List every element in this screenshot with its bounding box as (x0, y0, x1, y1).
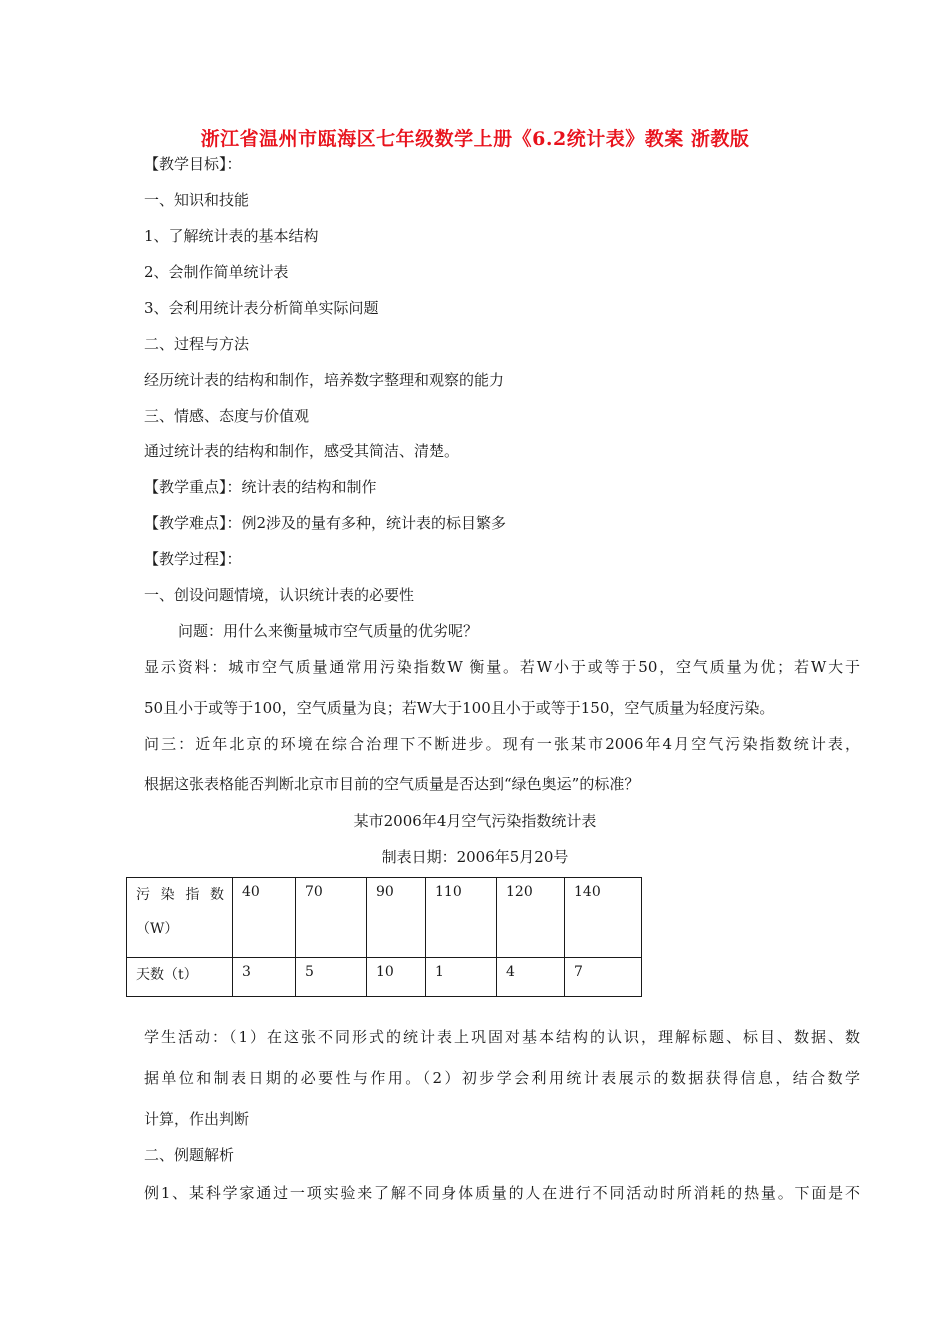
question-3-line-1: 问三：近年北京的环境在综合治理下不断进步。现有一张某市2006年4月空气污染指数统计表， (144, 735, 860, 753)
teaching-process-heading: 【教学过程】： (144, 550, 242, 568)
difficulty: 【教学难点】：例2涉及的量有多种，统计表的标目繁多 (144, 514, 507, 532)
table-cell: 7 (565, 958, 642, 997)
question-text: 问题：用什么来衡量城市空气质量的优劣呢？ (178, 622, 479, 640)
question-3-line-2: 根据这张表格能否判断北京市目前的空气质量是否达到“绿色奥运”的标准？ (144, 775, 640, 793)
goals-heading: 【教学目标】： (144, 155, 242, 173)
emotion-text: 通过统计表的结构和制作，感受其简洁、清楚。 (144, 442, 460, 460)
activity-line-1: 学生活动：（1）在这张不同形式的统计表上巩固对基本结构的认识，理解标题、标目、数据、数 (144, 1028, 860, 1046)
key-point: 【教学重点】：统计表的结构和制作 (144, 478, 377, 496)
table-cell: 1 (426, 958, 497, 997)
process-method-heading: 二、过程与方法 (144, 335, 250, 353)
table-cell: 90 (367, 878, 426, 958)
table-cell: 140 (565, 878, 642, 958)
material-line-1: 显示资料：城市空气质量通常用污染指数W 衡量。若W小于或等于50，空气质量为优；若W大于 (144, 658, 860, 676)
table-row (127, 958, 642, 997)
table-cell: 5 (296, 958, 367, 997)
knowledge-heading: 一、知识和技能 (144, 191, 250, 209)
section-2-heading: 二、例题解析 (144, 1146, 235, 1164)
table-cell: 40 (233, 878, 296, 958)
pollution-table (126, 877, 642, 997)
table-title: 某市2006年4月空气污染指数统计表 (353, 812, 597, 830)
example-1-text: 例1、某科学家通过一项实验来了解不同身体质量的人在进行不同活动时所消耗的热量。下面是不 (144, 1184, 860, 1202)
table-cell: 10 (367, 958, 426, 997)
material-line-2: 50且小于或等于100，空气质量为良；若W大于100且小于或等于150，空气质量为轻度污染。 (144, 699, 775, 717)
knowledge-item-3: 3、会利用统计表分析简单实际问题 (144, 299, 379, 317)
section-1-heading: 一、创设问题情境，认识统计表的必要性 (144, 586, 415, 604)
pollution-index-label: 污染指数 (136, 887, 226, 903)
table-header-cell (127, 878, 233, 958)
table-cell: 3 (233, 958, 296, 997)
table-cell: 110 (426, 878, 497, 958)
table-cell: 4 (497, 958, 565, 997)
pollution-index-unit: （W） (136, 921, 179, 937)
table-cell: 70 (296, 878, 367, 958)
knowledge-item-1: 1、了解统计表的基本结构 (144, 227, 319, 245)
table-row (127, 878, 642, 958)
knowledge-item-2: 2、会制作简单统计表 (144, 263, 289, 281)
days-label: 天数（t） (127, 958, 233, 997)
table-cell: 120 (497, 878, 565, 958)
activity-line-3: 计算，作出判断 (144, 1110, 250, 1128)
table-date: 制表日期：2006年5月20号 (381, 848, 569, 866)
process-method-text: 经历统计表的结构和制作，培养数字整理和观察的能力 (144, 371, 505, 389)
activity-line-2: 据单位和制表日期的必要性与作用。（2）初步学会利用统计表展示的数据获得信息，结合数学 (144, 1069, 860, 1087)
document-title: 浙江省温州市瓯海区七年级数学上册《6.2统计表》教案 浙教版 (200, 128, 750, 150)
emotion-heading: 三、情感、态度与价值观 (144, 407, 310, 425)
